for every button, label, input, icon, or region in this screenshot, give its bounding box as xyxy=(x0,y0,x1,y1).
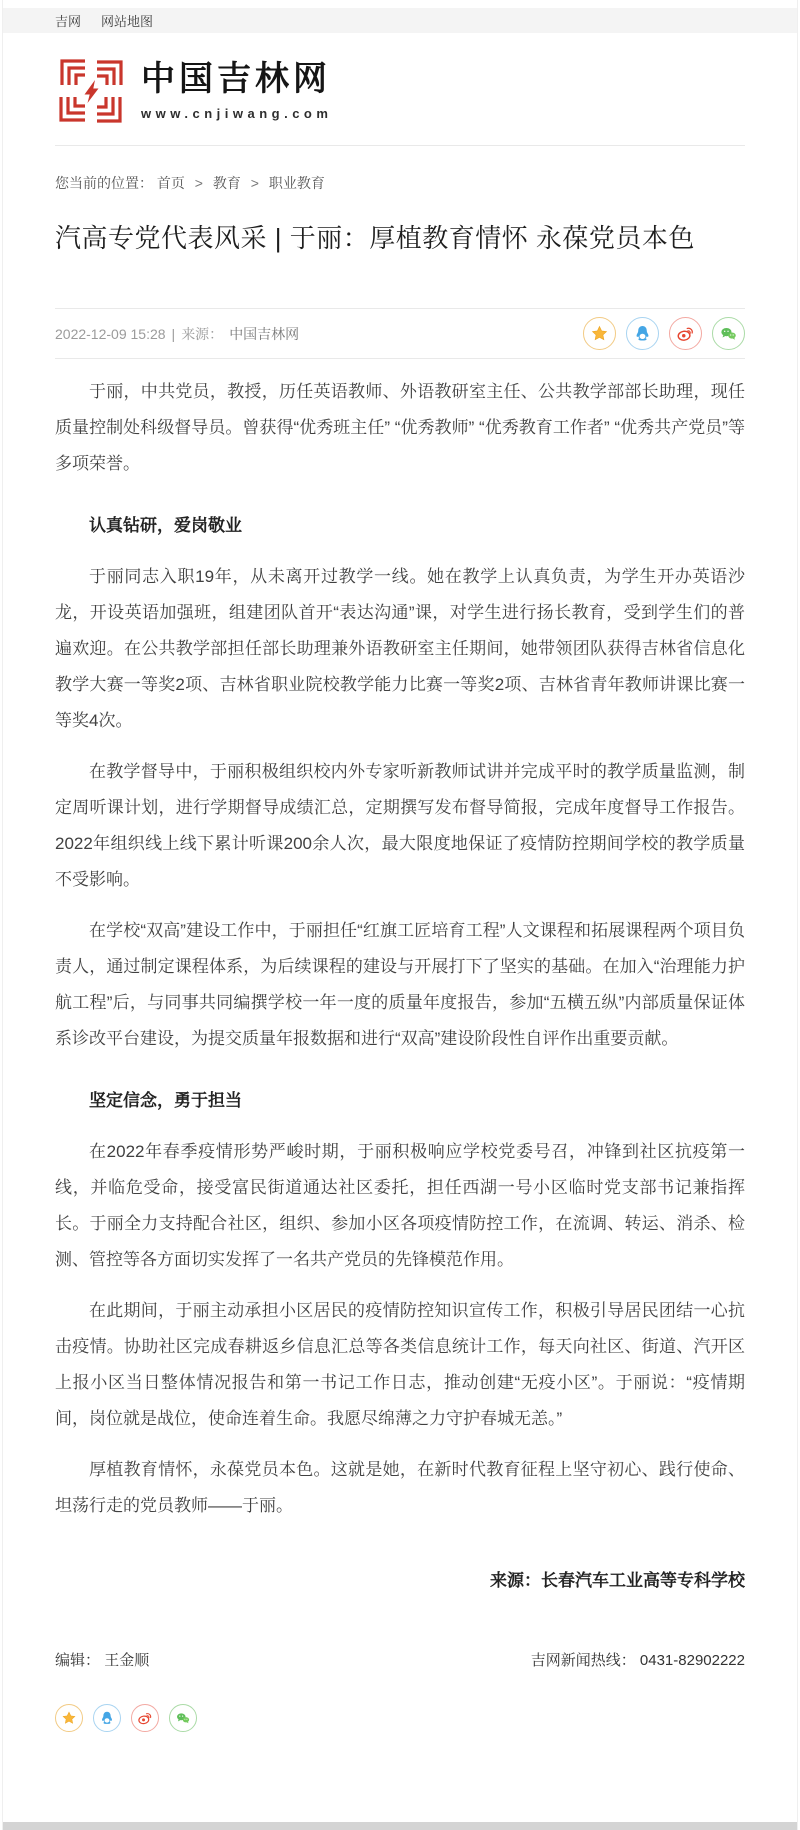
breadcrumb-separator: > xyxy=(194,175,203,191)
article-date: 2022-12-09 15:28 xyxy=(55,325,166,342)
page xyxy=(2,0,798,1830)
editor-info xyxy=(55,1649,149,1670)
article-paragraph: 于丽，中共党员，教授，历任英语教师、外语教研室主任、公共教学部部长助理，现任质量控制处科级督导员。曾获得“优秀班主任” “优秀教师” “优秀教育工作者” “优秀共产党员”等多项荣誉。 xyxy=(55,382,745,474)
breadcrumb-item-home[interactable]: 首页 xyxy=(156,175,185,191)
share-qzone-button[interactable] xyxy=(55,1704,83,1732)
share-bar-top xyxy=(583,317,745,350)
share-bar-bottom xyxy=(55,1704,745,1732)
wechat-icon xyxy=(175,1710,191,1726)
site-header xyxy=(3,33,797,145)
wechat-icon xyxy=(719,324,738,343)
qzone-star-icon xyxy=(590,324,609,343)
share-qq-button[interactable] xyxy=(626,317,659,350)
site-name: 中国吉林网 xyxy=(141,61,331,99)
share-qzone-button[interactable] xyxy=(583,317,616,350)
breadcrumb-item-education[interactable]: 教育 xyxy=(212,175,241,191)
meta-divider: | xyxy=(171,325,176,342)
article-paragraph: 在学校“双高”建设工作中，于丽担任“红旗工匠培育工程”人文课程和拓展课程两个项目负责人，通过制定课程体系，为后续课程的建设与开展打下了坚实的基础。在加入“治理能力护航工程”后，与同事共同编撰学校一年一度的质量年度报告，参加“五横五纵”内部质量保证体系诊改平台建设，为提交质量年报数据和进行“双高”建设阶段性自评作出重要贡献。 xyxy=(55,921,745,1049)
share-weibo-button[interactable] xyxy=(669,317,702,350)
header-divider xyxy=(55,145,745,146)
share-wechat-button[interactable] xyxy=(712,317,745,350)
share-wechat-button[interactable] xyxy=(169,1704,197,1732)
article-paragraph: 在此期间，于丽主动承担小区居民的疫情防控知识宣传工作，积极引导居民团结一心抗击疫情。协助社区完成春耕返乡信息汇总等各类信息统计工作，每天向社区、街道、汽开区上报小区当日整体情况报告和第一书记工作日志，推动创建“无疫小区”。于丽说：“疫情期间，岗位就是战位，使命连着生命。我愿尽绵薄之力守护春城无恙。” xyxy=(55,1301,745,1429)
breadcrumb-separator: > xyxy=(250,175,259,191)
topbar-link-jiwang[interactable]: 吉网 xyxy=(55,14,82,29)
article-paragraph: 在2022年春季疫情形势严峻时期，于丽积极响应学校党委号召，冲锋到社区抗疫第一线，并临危受命，接受富民街道通达社区委托，担任西湖一号小区临时党支部书记兼指挥长。于丽全力支持配合社区，组织、参加小区各项疫情防控工作，在流调、转运、消杀、检测、管控等各方面切实发挥了一名共产党员的先锋模范作用。 xyxy=(55,1142,745,1270)
qq-penguin-icon xyxy=(633,324,652,343)
site-url: www.cnjiwang.com xyxy=(141,105,333,121)
editor-name: 王金顺 xyxy=(104,1652,150,1670)
article-source-footer: 来源：长春汽车工业高等专科学校 xyxy=(490,1571,745,1591)
article-body xyxy=(55,374,745,1524)
breadcrumb-prefix: 您当前的位置： xyxy=(55,175,153,191)
article-meta-bar xyxy=(55,308,745,359)
source-name: 中国吉林网 xyxy=(229,325,300,342)
article-title: 汽高专党代表风采 | 于丽：厚植教育情怀 永葆党员本色 xyxy=(55,223,695,253)
top-nav-bar xyxy=(3,8,797,33)
site-logo-text xyxy=(141,61,332,120)
breadcrumb xyxy=(55,173,745,193)
weibo-icon xyxy=(676,324,695,343)
site-logo-icon xyxy=(55,55,127,127)
hotline-info xyxy=(531,1649,745,1670)
source-label: 来源： xyxy=(181,325,224,342)
article-paragraph: 在教学督导中，于丽积极组织校内外专家听新教师试讲并完成平时的教学质量监测，制定周听课计划，进行学期督导成绩汇总，定期撰写发布督导简报，完成年度督导工作报告。2022年组织线上线下累计听课200余人次，最大限度地保证了疫情防控期间学校的教学质量不受影响。 xyxy=(55,762,745,890)
hotline-number: 0431-82902222 xyxy=(639,1652,745,1670)
qq-penguin-icon xyxy=(99,1710,115,1726)
article-meta xyxy=(55,324,299,344)
editor-label: 编辑： xyxy=(55,1652,101,1670)
article-subhead: 认真钻研，爱岗敬业 xyxy=(89,516,242,536)
topbar-link-sitemap[interactable]: 网站地图 xyxy=(101,14,154,29)
weibo-icon xyxy=(137,1710,153,1726)
article-paragraph: 于丽同志入职19年，从未离开过教学一线。她在教学上认真负责，为学生开办英语沙龙，开设英语加强班，组建团队首开“表达沟通”课，对学生进行扬长教育，受到学生们的普遍欢迎。在公共教学部担任部长助理兼外语教研室主任期间，她带领团队获得吉林省信息化教学大赛一等奖2项、吉林省职业院校教学能力比赛一等奖2项、吉林省青年教师讲课比赛一等奖4次。 xyxy=(55,567,745,731)
article-paragraph: 厚植教育情怀，永葆党员本色。这就是她，在新时代教育征程上坚守初心、践行使命、坦荡行走的党员教师——于丽。 xyxy=(55,1460,745,1516)
share-weibo-button[interactable] xyxy=(131,1704,159,1732)
article-footer xyxy=(55,1649,745,1670)
article-subhead: 坚定信念，勇于担当 xyxy=(89,1091,242,1111)
site-logo[interactable] xyxy=(55,55,745,127)
page-bottom-bar xyxy=(2,1822,798,1830)
breadcrumb-item-vocational-education[interactable]: 职业教育 xyxy=(268,175,325,191)
hotline-label: 吉网新闻热线： xyxy=(530,1652,636,1670)
share-qq-button[interactable] xyxy=(93,1704,121,1732)
qzone-star-icon xyxy=(61,1710,77,1726)
